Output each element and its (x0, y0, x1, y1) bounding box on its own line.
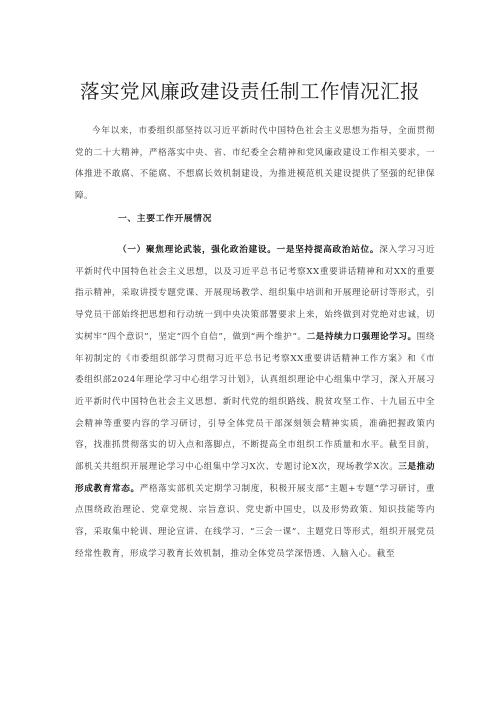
point2-title: 二是持续力口强理论学习。 (306, 331, 417, 342)
point2-text: 围绕年初制定的《市委组织部学习贯彻习近平总书记考察XX重要讲话精神工作方案》和《市委组织部2024年理论学习中心组学习计划》，认真组织理论中心组集中学习，深入开展习近平新时代中国特色社会主义思想、新时代党的组织路线、脱贫攻坚工作、十九届五中全会精神等重要内容的学习研讨，引导全体党员干部深刻领会精神实质，准确把握政策内容，找准抓贯彻落实的切入点和落脚点，不断提高全市组织工作质量和水平。截至目前，部机关共组织开展理论学习中心组集中学习X次、专题讨论X次，现场教学X次。 (75, 331, 435, 473)
point1-title: 一是坚持提高政治站位。 (276, 245, 380, 255)
point3-title: 三是推动形成教育常态。 (75, 462, 436, 494)
section-heading: 一、主要工作开展情况 (118, 214, 212, 224)
section-paragraph (75, 240, 435, 566)
point3-text: 严格落实部机关定期学习制度，积极开展支部“主题+专题”学习研讨，重点围绕政治理论、党章党规、宗旨意识、党史新中国史，以及形势政策、知识技能等内容，采取集中轮训、理论宣讲、在线学习、“三会一课”、主题党日等形式，组织开展党员经常性教育，形成学习教育长效机制，推动全体党员学深悟透、入脑入心。截至 (75, 483, 435, 559)
document-title: 落实党风廉政建设责任制工作情况汇报 (79, 80, 420, 103)
intro-paragraph-block (75, 121, 435, 208)
intro-paragraph: 今年以来，市委组织部坚持以习近平新时代中国特色社会主义思想为指导，全面贯彻党的二十大精神，严格落实中央、省、市纪委全会精神和党风廉政建设工作相关要求，一体推进不敢腐、不能腐、不想腐长效机制建设，为推进模范机关建设提供了坚强的纪律保障。 (75, 126, 435, 202)
section-body (75, 240, 435, 566)
subsection-lead: （一）聚焦理论武装，强化政治建设。 (118, 245, 277, 255)
point1-text: 深入学习习近平新时代中国特色社会主义思想，以及习近平总书记考察XX重要讲话精神和对XX的重要指示精神，采取讲授专题党课、开展现场教学、组织集中培训和开展理论研讨等形式，引导党员干部始终把思想和行动统一到中央决策部署要求上来，始终做到对党绝对忠诚，切实树牢“四个意识”，坚定“四个自信”，做到“两个维护”。 (75, 245, 435, 342)
